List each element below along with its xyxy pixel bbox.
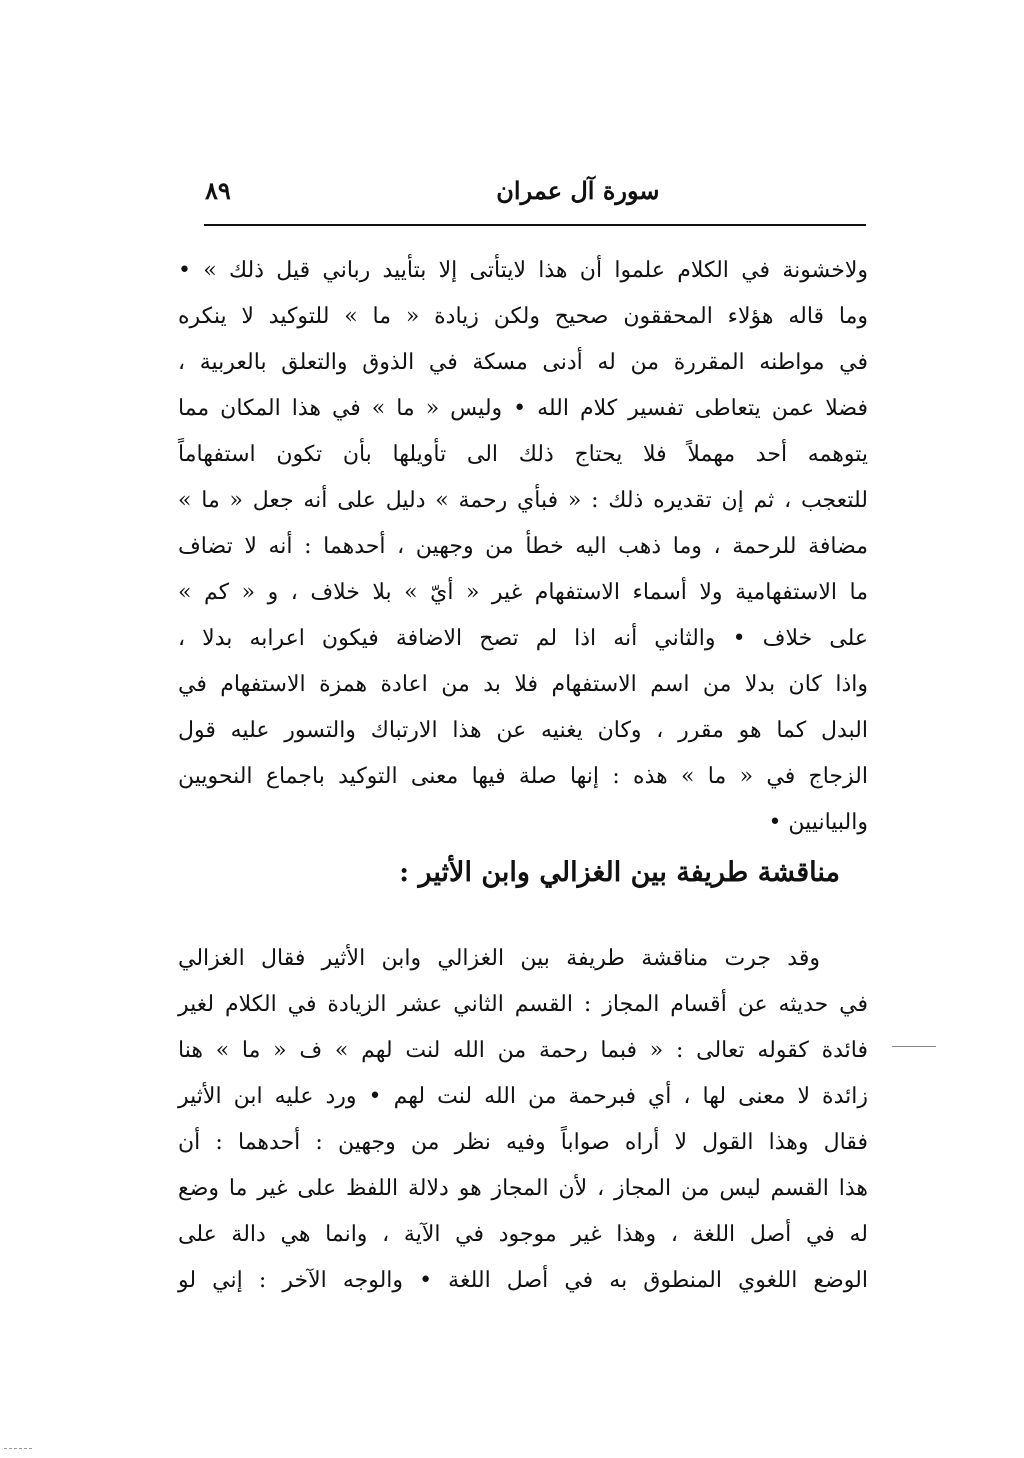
text-line: الزجاج في « ما » هذه : إنها صلة فيها معنى التوكيد باجماع النحويين	[178, 764, 868, 789]
text-line: على خلاف • والثاني أنه اذا لم تصح الاضافة فيكون اعرابه بدلا ،	[178, 626, 868, 651]
margin-mark	[892, 1046, 936, 1047]
text-line: والبيانيين •	[768, 810, 868, 835]
text-line: الوضع اللغوي المنطوق به في أصل اللغة • والوجه الآخر : إني لو	[178, 1268, 868, 1293]
body-paragraph-2	[178, 936, 868, 1304]
header-rule	[204, 224, 866, 226]
text-line: فقال وهذا القول لا أراه صواباً وفيه نظر من وجهين : أحدهما : أن	[178, 1130, 868, 1155]
text-line: في حديثه عن أقسام المجاز : القسم الثاني عشر الزيادة في الكلام لغير	[178, 992, 868, 1017]
text-line: ولاخشونة في الكلام علموا أن هذا لايتأتى إلا بتأييد رباني قيل ذلك » •	[178, 258, 868, 283]
text-line: في مواطنه المقررة من له أدنى مسكة في الذوق والتعلق بالعربية ،	[178, 350, 869, 375]
text-line: فضلا عمن يتعاطى تفسير كلام الله • وليس « ما » في هذا المكان مما	[178, 396, 868, 421]
page-header	[205, 170, 865, 210]
section-heading: مناقشة طريفة بين الغزالي وابن الأثير :	[399, 857, 840, 888]
text-line: للتعجب ، ثم إن تقديره ذلك : « فبأي رحمة » دليل على أنه جعل « ما »	[178, 488, 868, 513]
text-line: البدل كما هو مقرر ، وكان يغنيه عن هذا الارتباك والتسور عليه قول	[178, 718, 868, 743]
chapter-title: سورة آل عمران	[496, 175, 660, 205]
page-number: ٨٩	[205, 175, 231, 205]
text-line: زائدة لا معنى لها ، أي فبرحمة من الله لنت لهم • ورد عليه ابن الأثير	[178, 1084, 868, 1109]
text-line: وقد جرت مناقشة طريفة بين الغزالي وابن الأثير فقال الغزالي	[178, 946, 820, 971]
text-line: فائدة كقوله تعالى : « فبما رحمة من الله لنت لهم » ف « ما » هنا	[178, 1038, 868, 1063]
text-line: هذا القسم ليس من المجاز ، لأن المجاز هو دلالة اللفظ على غير ما وضع	[178, 1176, 868, 1201]
text-line: وما قاله هؤلاء المحققون صحيح ولكن زيادة « ما » للتوكيد لا ينكره	[178, 304, 868, 329]
text-line: واذا كان بدلا من اسم الاستفهام فلا بد من اعادة همزة الاستفهام في	[178, 672, 868, 697]
text-line: مضافة للرحمة ، وما ذهب اليه خطأ من وجهين ، أحدهما : أنه لا تضاف	[178, 534, 868, 559]
text-line: ما الاستفهامية ولا أسماء الاستفهام غير « أيّ » بلا خلاف ، و « كم »	[178, 580, 868, 605]
text-line: له في أصل اللغة ، وهذا غير موجود في الآية ، وانما هي دالة على	[178, 1222, 868, 1247]
body-paragraph-1	[178, 248, 868, 846]
text-line: يتوهمه أحد مهملاً فلا يحتاج ذلك الى تأويلها بأن تكون استفهاماً	[178, 442, 868, 467]
scan-mark	[4, 1448, 32, 1449]
